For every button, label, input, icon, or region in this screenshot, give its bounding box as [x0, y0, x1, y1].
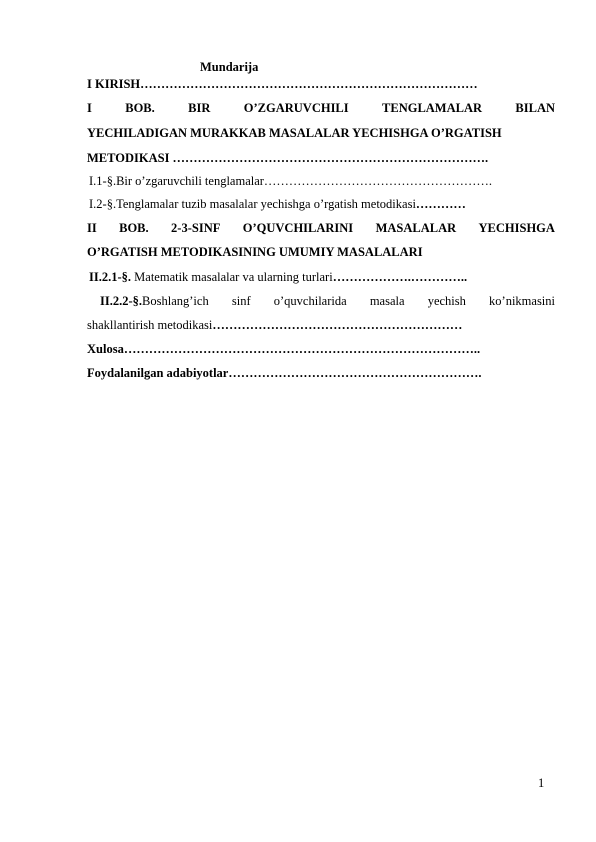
toc-entry-section-2-2-line1: [100, 294, 555, 309]
word: BOB.: [125, 101, 155, 115]
word: sinf: [231, 294, 251, 308]
toc-entry-chapter2-line1: [87, 221, 555, 236]
word: O’ZGARUVCHILI: [243, 101, 349, 115]
section-text: shakllantirish metodikasi: [87, 318, 213, 332]
leader-dots: …………: [415, 197, 466, 211]
toc-title: Mundarija: [200, 60, 259, 74]
word: masala: [369, 294, 405, 308]
word: 2-3-SINF: [171, 221, 221, 235]
section-heading: II.2.2-§.Boshlang’ich: [100, 294, 209, 308]
word: BIR: [188, 101, 211, 115]
word: TENGLAMALAR: [382, 101, 483, 115]
word: ko’nikmasini: [489, 294, 555, 308]
toc-entry-intro: I KIRISH………………………………………………………………………: [87, 77, 478, 91]
toc-entry-conclusion: Xulosa…………………………………………………………………………..: [87, 342, 481, 356]
toc-entry-chapter1-line3: METODIKASI ………………………………………………………………….: [87, 151, 489, 165]
word: II: [87, 221, 97, 235]
word: BOB.: [119, 221, 149, 235]
toc-entry-references: Foydalanilgan adabiyotlar…………………………………………………….: [87, 366, 482, 380]
toc-entry-section-1-2: [89, 197, 557, 212]
page-number: 1: [538, 776, 545, 790]
toc-entry-chapter1-line2: YECHILADIGAN MURAKKAB MASALALAR YECHISHGA O’RGATISH: [87, 126, 502, 140]
word: yechish: [427, 294, 466, 308]
toc-entry-section-2-2-line2: [87, 318, 555, 333]
toc-entry-chapter2-line2: O’RGATISH METODIKASINING UMUMIY MASALALARI: [87, 245, 423, 259]
toc-entry-section-1-1: I.1-§.Bir o’zgaruvchili tenglamalar……………………………………………….: [89, 174, 493, 188]
leader-dots: ……………………………………………………: [212, 318, 463, 332]
word: BILAN: [515, 101, 555, 115]
section-number: II.2.1-§.: [89, 270, 132, 284]
leader-dots: ……………….…………..: [332, 270, 468, 284]
word: I: [87, 101, 92, 115]
word: o’quvchilarida: [273, 294, 347, 308]
section-text: Matematik masalalar va ularning turlari: [134, 270, 333, 284]
word: MASALALAR: [375, 221, 457, 235]
word: YECHISHGA: [478, 221, 555, 235]
toc-entry-chapter1-line1: [87, 101, 555, 116]
word: O’QUVCHILARINI: [242, 221, 354, 235]
toc-entry-section-2-1: [89, 270, 557, 285]
section-text: I.2-§.Tenglamalar tuzib masalalar yechishga o’rgatish metodikasi: [89, 197, 416, 211]
